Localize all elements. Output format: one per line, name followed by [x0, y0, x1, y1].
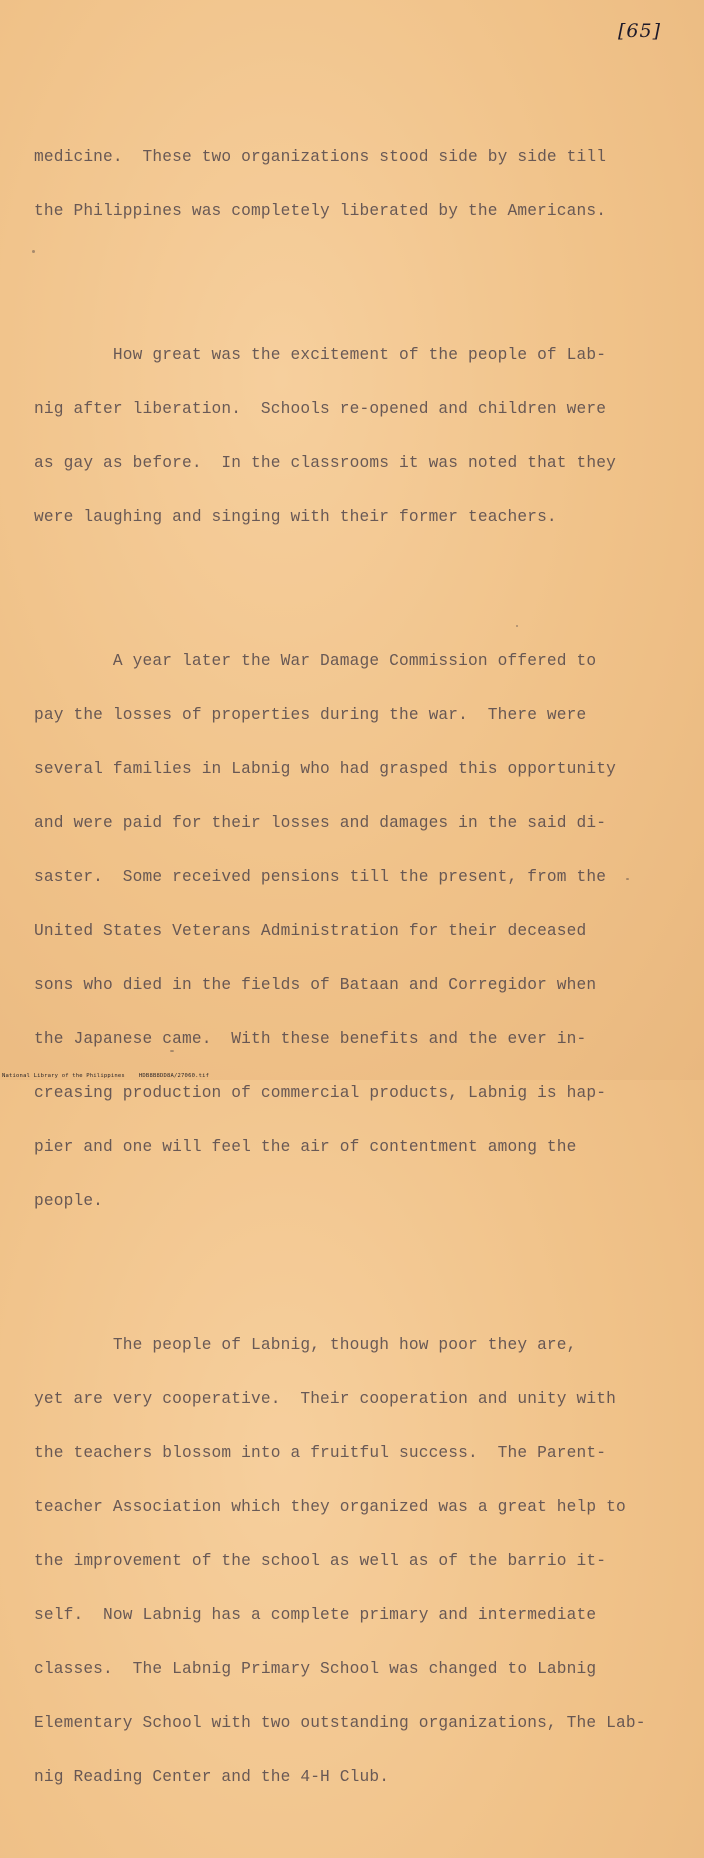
text-line: United States Veterans Administration for their deceased [34, 922, 587, 940]
text-line: pier and one will feel the air of contentment among the [34, 1138, 577, 1156]
text-line: teacher Association which they organized was a great help to [34, 1498, 626, 1516]
text-line: classes. The Labnig Primary School was changed to Labnig [34, 1660, 597, 1678]
text-line: were laughing and singing with their former teachers. [34, 508, 557, 526]
text-line: people. [34, 1192, 104, 1210]
document-body [34, 76, 674, 1858]
archive-footer [2, 1073, 223, 1079]
text-line: Elementary School with two outstanding organizations, The Lab- [34, 1714, 646, 1732]
text-line: yet are very cooperative. Their cooperation and unity with [34, 1390, 616, 1408]
text-line: the teachers blossom into a fruitful success. The Parent- [34, 1444, 607, 1462]
text-line: several families in Labnig who had grasped this opportunity [34, 760, 616, 778]
paragraph-3 [34, 616, 674, 1246]
text-line: A year later the War Damage Commission offered to [34, 652, 597, 670]
footer-institution: National Library of the Philippines [2, 1073, 125, 1079]
text-line: sons who died in the fields of Bataan and Corregidor when [34, 976, 597, 994]
page-number: [65] [618, 20, 662, 42]
text-line: as gay as before. In the classrooms it was noted that they [34, 454, 616, 472]
paragraph-2 [34, 310, 674, 562]
text-line: nig after liberation. Schools re-opened and children were [34, 400, 607, 418]
text-line: and were paid for their losses and damages in the said di- [34, 814, 607, 832]
text-line: the improvement of the school as well as of the barrio it- [34, 1552, 607, 1570]
paper-speck [32, 250, 35, 253]
text-line: saster. Some received pensions till the present, from the [34, 868, 607, 886]
footer-file-id: HDB8B8DD8A/27060.tif [138, 1073, 210, 1079]
text-line: nig Reading Center and the 4-H Club. [34, 1768, 390, 1786]
text-line: creasing production of commercial products, Labnig is hap- [34, 1084, 607, 1102]
text-line: How great was the excitement of the people of Lab- [34, 346, 607, 364]
paper-speck [170, 1050, 174, 1052]
paragraph-1 [34, 112, 674, 256]
text-line: medicine. These two organizations stood side by side till [34, 148, 607, 166]
text-line: the Philippines was completely liberated by the Americans. [34, 202, 607, 220]
text-line: pay the losses of properties during the war. There were [34, 706, 587, 724]
paper-speck [516, 625, 518, 627]
text-line: self. Now Labnig has a complete primary and intermediate [34, 1606, 597, 1624]
text-line: the Japanese came. With these benefits and the ever in- [34, 1030, 587, 1048]
paragraph-4 [34, 1300, 674, 1822]
paper-speck [626, 878, 629, 880]
text-line: The people of Labnig, though how poor they are, [34, 1336, 577, 1354]
